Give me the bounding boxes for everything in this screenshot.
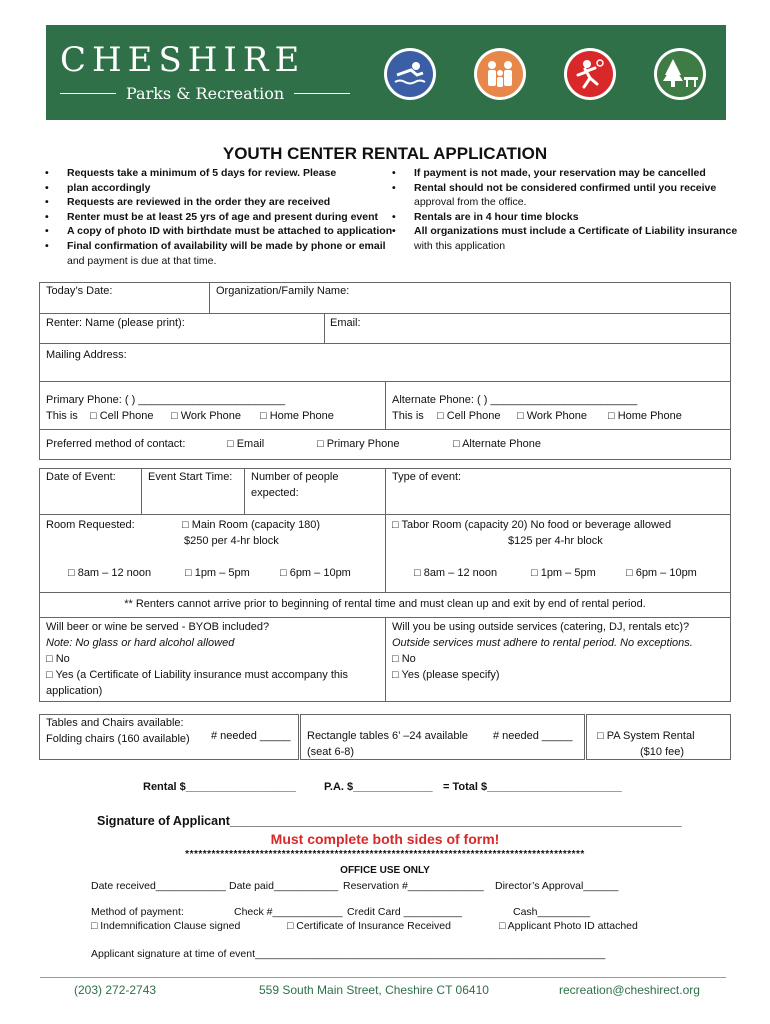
- swimmer-icon: [384, 48, 436, 100]
- beer-yes-continued: application): [46, 685, 103, 697]
- start-time-label[interactable]: Event Start Time:: [148, 471, 233, 483]
- num-people-label-2: expected:: [251, 487, 299, 499]
- divider: [209, 282, 210, 313]
- check-number-field[interactable]: Check #____________: [234, 906, 343, 918]
- footer-address: 559 South Main Street, Cheshire CT 06410: [259, 983, 489, 997]
- alternate-phone-label[interactable]: Alternate Phone: ( ) ________________________: [392, 394, 638, 406]
- indemnification-checkbox[interactable]: □ Indemnification Clause signed: [91, 920, 241, 932]
- contact-section: [39, 282, 731, 460]
- tables-label: Tables and Chairs available:: [46, 717, 184, 729]
- outside-no-checkbox[interactable]: □ No: [392, 653, 416, 665]
- divider: [244, 468, 245, 514]
- list-item: • Final confirmation of availability will be made by phone or email: [45, 239, 392, 254]
- list-item: approval from the office.: [414, 196, 527, 209]
- cash-field[interactable]: Cash_________: [513, 906, 591, 918]
- list-item: • plan accordingly: [45, 181, 392, 196]
- divider: [60, 93, 116, 94]
- footer-email[interactable]: recreation@cheshirect.org: [559, 983, 700, 997]
- pa-system-checkbox[interactable]: □ PA System Rental: [597, 730, 695, 742]
- notes-left-list: [45, 166, 392, 268]
- pref-email-checkbox[interactable]: □ Email: [227, 438, 265, 450]
- list-item: • Renter must be at least 25 yrs of age and present during event: [45, 210, 392, 225]
- grand-total-field[interactable]: = Total $______________________: [443, 781, 622, 793]
- this-is-label: This is: [46, 410, 78, 422]
- reservation-field[interactable]: Reservation #_____________: [343, 880, 484, 892]
- rectangle-tables-seat: (seat 6-8): [307, 746, 355, 758]
- list-item: • Rentals are in 4 hour time blocks: [392, 210, 737, 225]
- chairs-needed-field[interactable]: # needed _____: [211, 730, 291, 742]
- signature-field[interactable]: Signature of Applicant_________________________________________________________________: [97, 814, 682, 828]
- main-slot-morning-checkbox[interactable]: □ 8am – 12 noon: [68, 567, 152, 579]
- beer-no-checkbox[interactable]: □ No: [46, 653, 70, 665]
- list-item: • If payment is not made, your reservation may be cancelled: [392, 166, 737, 181]
- beer-note: Note: No glass or hard alcohol allowed: [46, 637, 235, 649]
- divider: [324, 313, 325, 343]
- pref-alt-checkbox[interactable]: □ Alternate Phone: [453, 438, 541, 450]
- pa-total-field[interactable]: P.A. $_____________: [324, 781, 433, 793]
- divider: [141, 468, 142, 514]
- park-tree-icon: [654, 48, 706, 100]
- pref-primary-checkbox[interactable]: □ Primary Phone: [317, 438, 400, 450]
- rectangle-tables-label: Rectangle tables 6’ –24 available: [307, 730, 469, 742]
- date-paid-field[interactable]: Date paid___________: [229, 880, 339, 892]
- room-requested-label: Room Requested:: [46, 519, 135, 531]
- date-of-event-label[interactable]: Date of Event:: [46, 471, 116, 483]
- list-item: • Rental should not be considered confirmed until you receive: [392, 181, 737, 196]
- must-complete-notice: Must complete both sides of form!: [270, 831, 500, 847]
- tabor-room-price: $125 per 4-hr block: [508, 535, 603, 547]
- footer-phone: (203) 272-2743: [74, 983, 157, 997]
- preferred-contact-label: Preferred method of contact:: [46, 438, 186, 450]
- outside-yes-checkbox[interactable]: □ Yes (please specify): [392, 669, 500, 681]
- divider: [39, 313, 731, 314]
- date-received-field[interactable]: Date received____________: [91, 880, 226, 892]
- page-title: YOUTH CENTER RENTAL APPLICATION: [222, 144, 548, 163]
- alt-home-checkbox[interactable]: □ Home Phone: [608, 410, 682, 422]
- num-people-label[interactable]: Number of people: [251, 471, 339, 483]
- email-label[interactable]: Email:: [330, 317, 361, 329]
- type-of-event-label[interactable]: Type of event:: [392, 471, 462, 483]
- director-approval-field[interactable]: Director’s Approval______: [495, 880, 619, 892]
- main-room-price: $250 per 4-hr block: [184, 535, 279, 547]
- renters-note: ** Renters cannot arrive prior to beginning of rental time and must clean up and exit by end of rental period.: [124, 598, 646, 610]
- divider: [294, 93, 350, 94]
- family-icon: [474, 48, 526, 100]
- divider: [39, 592, 731, 593]
- insurance-certificate-checkbox[interactable]: □ Certificate of Insurance Received: [287, 920, 451, 932]
- divider: [39, 514, 731, 515]
- outside-services-note: Outside services must adhere to rental period. No exceptions.: [392, 637, 693, 649]
- credit-card-field[interactable]: Credit Card __________: [347, 906, 462, 918]
- photo-id-checkbox[interactable]: □ Applicant Photo ID attached: [499, 920, 638, 932]
- alt-cell-checkbox[interactable]: □ Cell Phone: [437, 410, 501, 422]
- brand-subtitle: Parks & Recreation: [126, 84, 285, 103]
- rental-total-field[interactable]: Rental $__________________: [143, 781, 296, 793]
- tables-needed-field[interactable]: # needed _____: [493, 730, 573, 742]
- mailing-address-label[interactable]: Mailing Address:: [46, 349, 127, 361]
- tabor-slot-evening-checkbox[interactable]: □ 6pm – 10pm: [626, 567, 697, 579]
- primary-cell-checkbox[interactable]: □ Cell Phone: [90, 410, 154, 422]
- alt-work-checkbox[interactable]: □ Work Phone: [517, 410, 588, 422]
- list-item: • All organizations must include a Certificate of Liability insurance: [392, 224, 737, 239]
- main-slot-evening-checkbox[interactable]: □ 6pm – 10pm: [280, 567, 351, 579]
- notes-right-list: [392, 166, 737, 254]
- pa-system-fee: ($10 fee): [640, 746, 685, 758]
- list-item: and payment is due at that time.: [67, 254, 217, 267]
- org-name-label[interactable]: Organization/Family Name:: [216, 285, 350, 297]
- folding-chairs-label: Folding chairs (160 available): [46, 733, 190, 745]
- tabor-slot-afternoon-checkbox[interactable]: □ 1pm – 5pm: [531, 567, 596, 579]
- office-use-heading: OFFICE USE ONLY: [340, 865, 430, 876]
- divider: [385, 381, 386, 429]
- list-item: with this application: [414, 239, 506, 252]
- divider: [385, 468, 386, 592]
- main-room-checkbox[interactable]: □ Main Room (capacity 180): [182, 519, 321, 531]
- primary-work-checkbox[interactable]: □ Work Phone: [171, 410, 242, 422]
- brand-subtitle-row: [60, 84, 350, 103]
- tabor-slot-morning-checkbox[interactable]: □ 8am – 12 noon: [414, 567, 498, 579]
- main-slot-afternoon-checkbox[interactable]: □ 1pm – 5pm: [185, 567, 250, 579]
- primary-home-checkbox[interactable]: □ Home Phone: [260, 410, 334, 422]
- tabor-room-checkbox[interactable]: □ Tabor Room (capacity 20) No food or beverage allowed: [392, 519, 672, 531]
- separator-stars: *******************************************************************************************: [185, 849, 585, 860]
- beer-question: Will beer or wine be served - BYOB included?: [46, 621, 270, 633]
- renter-name-label[interactable]: Renter: Name (please print):: [46, 317, 185, 329]
- footer-divider: [40, 977, 726, 978]
- divider: [39, 429, 731, 430]
- beer-yes-checkbox[interactable]: □ Yes (a Certificate of Liability insurance must accompany this: [46, 669, 348, 681]
- outside-services-question: Will you be using outside services (catering, DJ, rentals etc)?: [392, 621, 690, 633]
- list-item: • A copy of photo ID with birthdate must be attached to application: [45, 224, 392, 239]
- brand-title: CHESHIRE: [60, 40, 306, 80]
- primary-phone-label[interactable]: Primary Phone: ( ) ________________________: [46, 394, 286, 406]
- applicant-signature-field[interactable]: Applicant signature at time of event____________________________________________________________: [91, 948, 606, 960]
- method-of-payment-label: Method of payment:: [91, 906, 184, 918]
- divider: [39, 343, 731, 344]
- divider: [385, 617, 386, 702]
- this-is-label: This is: [392, 410, 424, 422]
- sports-icon: [564, 48, 616, 100]
- todays-date-label[interactable]: Today’s Date:: [46, 285, 113, 297]
- list-item: • Requests are reviewed in the order they are received: [45, 195, 392, 210]
- list-item: • Requests take a minimum of 5 days for review. Please: [45, 166, 392, 181]
